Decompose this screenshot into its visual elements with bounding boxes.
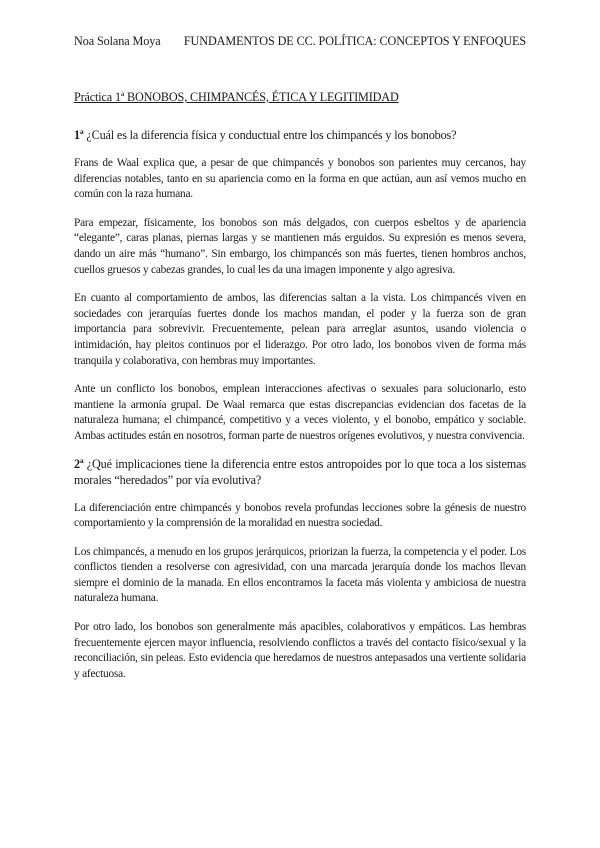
document-page: [74, 34, 526, 682]
answer-1-paragraph-4: Ante un conflicto los bonobos, emplean interacciones afectivas o sexuales para solucionarlo, esto mantiene la armonía grupal. De Waal remarca que estas discrepancias evidencian dos facetas de la naturaleza humana; el chimpancé, competitivo y a veces violento, y el bonobo, empático y sociable. Ambas actitudes están en nosotros, forman parte de nuestros orígenes evolutivos, y nuestra convivencia.: [74, 383, 526, 442]
question-1-number: 1ª: [74, 128, 84, 142]
practice-title: Práctica 1ª BONOBOS, CHIMPANCÉS, ÉTICA Y LEGITIMIDAD: [74, 90, 399, 104]
answer-2-paragraph-2: Los chimpancés, a menudo en los grupos jerárquicos, priorizan la fuerza, la competencia y el poder. Los conflictos tienden a resolverse con agresividad, con una marcada jerarquía donde los machos llevan siempre el dominio de la manada. En ellos encontramos la faceta más violenta y ambiciosa de nuestra naturaleza humana.: [74, 545, 526, 605]
author-name: Noa Solana Moya: [74, 34, 161, 48]
answer-2-paragraph-3: Por otro lado, los bonobos son generalmente más apacibles, colaborativos y empáticos. Las hembras frecuentemente ejercen mayor influencia, resolviendo conflictos a través del contacto físico/sexual y la reconciliación, sin peleas. Esto evidencia que heredamos de nuestros antepasados una vertiente solidaria y afectuosa.: [74, 621, 526, 680]
question-2: [74, 456, 526, 488]
question-2-number: 2ª: [74, 456, 84, 471]
answer-1-paragraph-3: En cuanto al comportamiento de ambos, las diferencias saltan a la vista. Los chimpancés viven en sociedades con jerarquías fuertes donde los machos mandan, el poder y la fuerza son de gran importancia para sobrevivir. Frecuentemente, pelean para arreglar asuntos, usando violencia o intimidación, hay pleitos continuos por el liderazgo. Por otro lado, los bonobos viven de forma más tranquila y colaborativa, con hembras muy importantes.: [74, 292, 526, 367]
question-1: [74, 127, 526, 143]
page-header: [74, 34, 526, 49]
question-2-text: ¿Qué implicaciones tiene la diferencia entre estos antropoides por lo que toca a los sistemas morales “heredados” por vía evolutiva?: [74, 456, 526, 487]
answer-2-paragraph-1: La diferenciación entre chimpancés y bonobos revela profundas lecciones sobre la génesis de nuestro comportamiento y la comprensión de la moralidad en nuestra sociedad.: [74, 501, 526, 530]
question-1-text: ¿Cuál es la diferencia física y conductual entre los chimpancés y los bonobos?: [86, 128, 457, 142]
answer-1-paragraph-1: Frans de Waal explica que, a pesar de que chimpancés y bonobos son parientes muy cercanos, hay diferencias notables, tanto en su apariencia como en la forma en que actúan, aun así vemos mucho en común con la raza humana.: [74, 157, 526, 201]
course-title: FUNDAMENTOS DE CC. POLÍTICA: CONCEPTOS Y ENFOQUES: [183, 34, 526, 48]
answer-1-paragraph-2: Para empezar, físicamente, los bonobos son más delgados, con cuerpos esbeltos y de apariencia “elegante”, caras planas, piernas largas y se mantienen más erguidos. Su expresión es menos severa, dando un aire más “humano”. Sin embargo, los chimpancés son más fuertes, tienen hombros anchos, cuellos gruesos y cabezas grandes, lo cual les da una imagen imponente y algo agresiva.: [74, 216, 526, 276]
